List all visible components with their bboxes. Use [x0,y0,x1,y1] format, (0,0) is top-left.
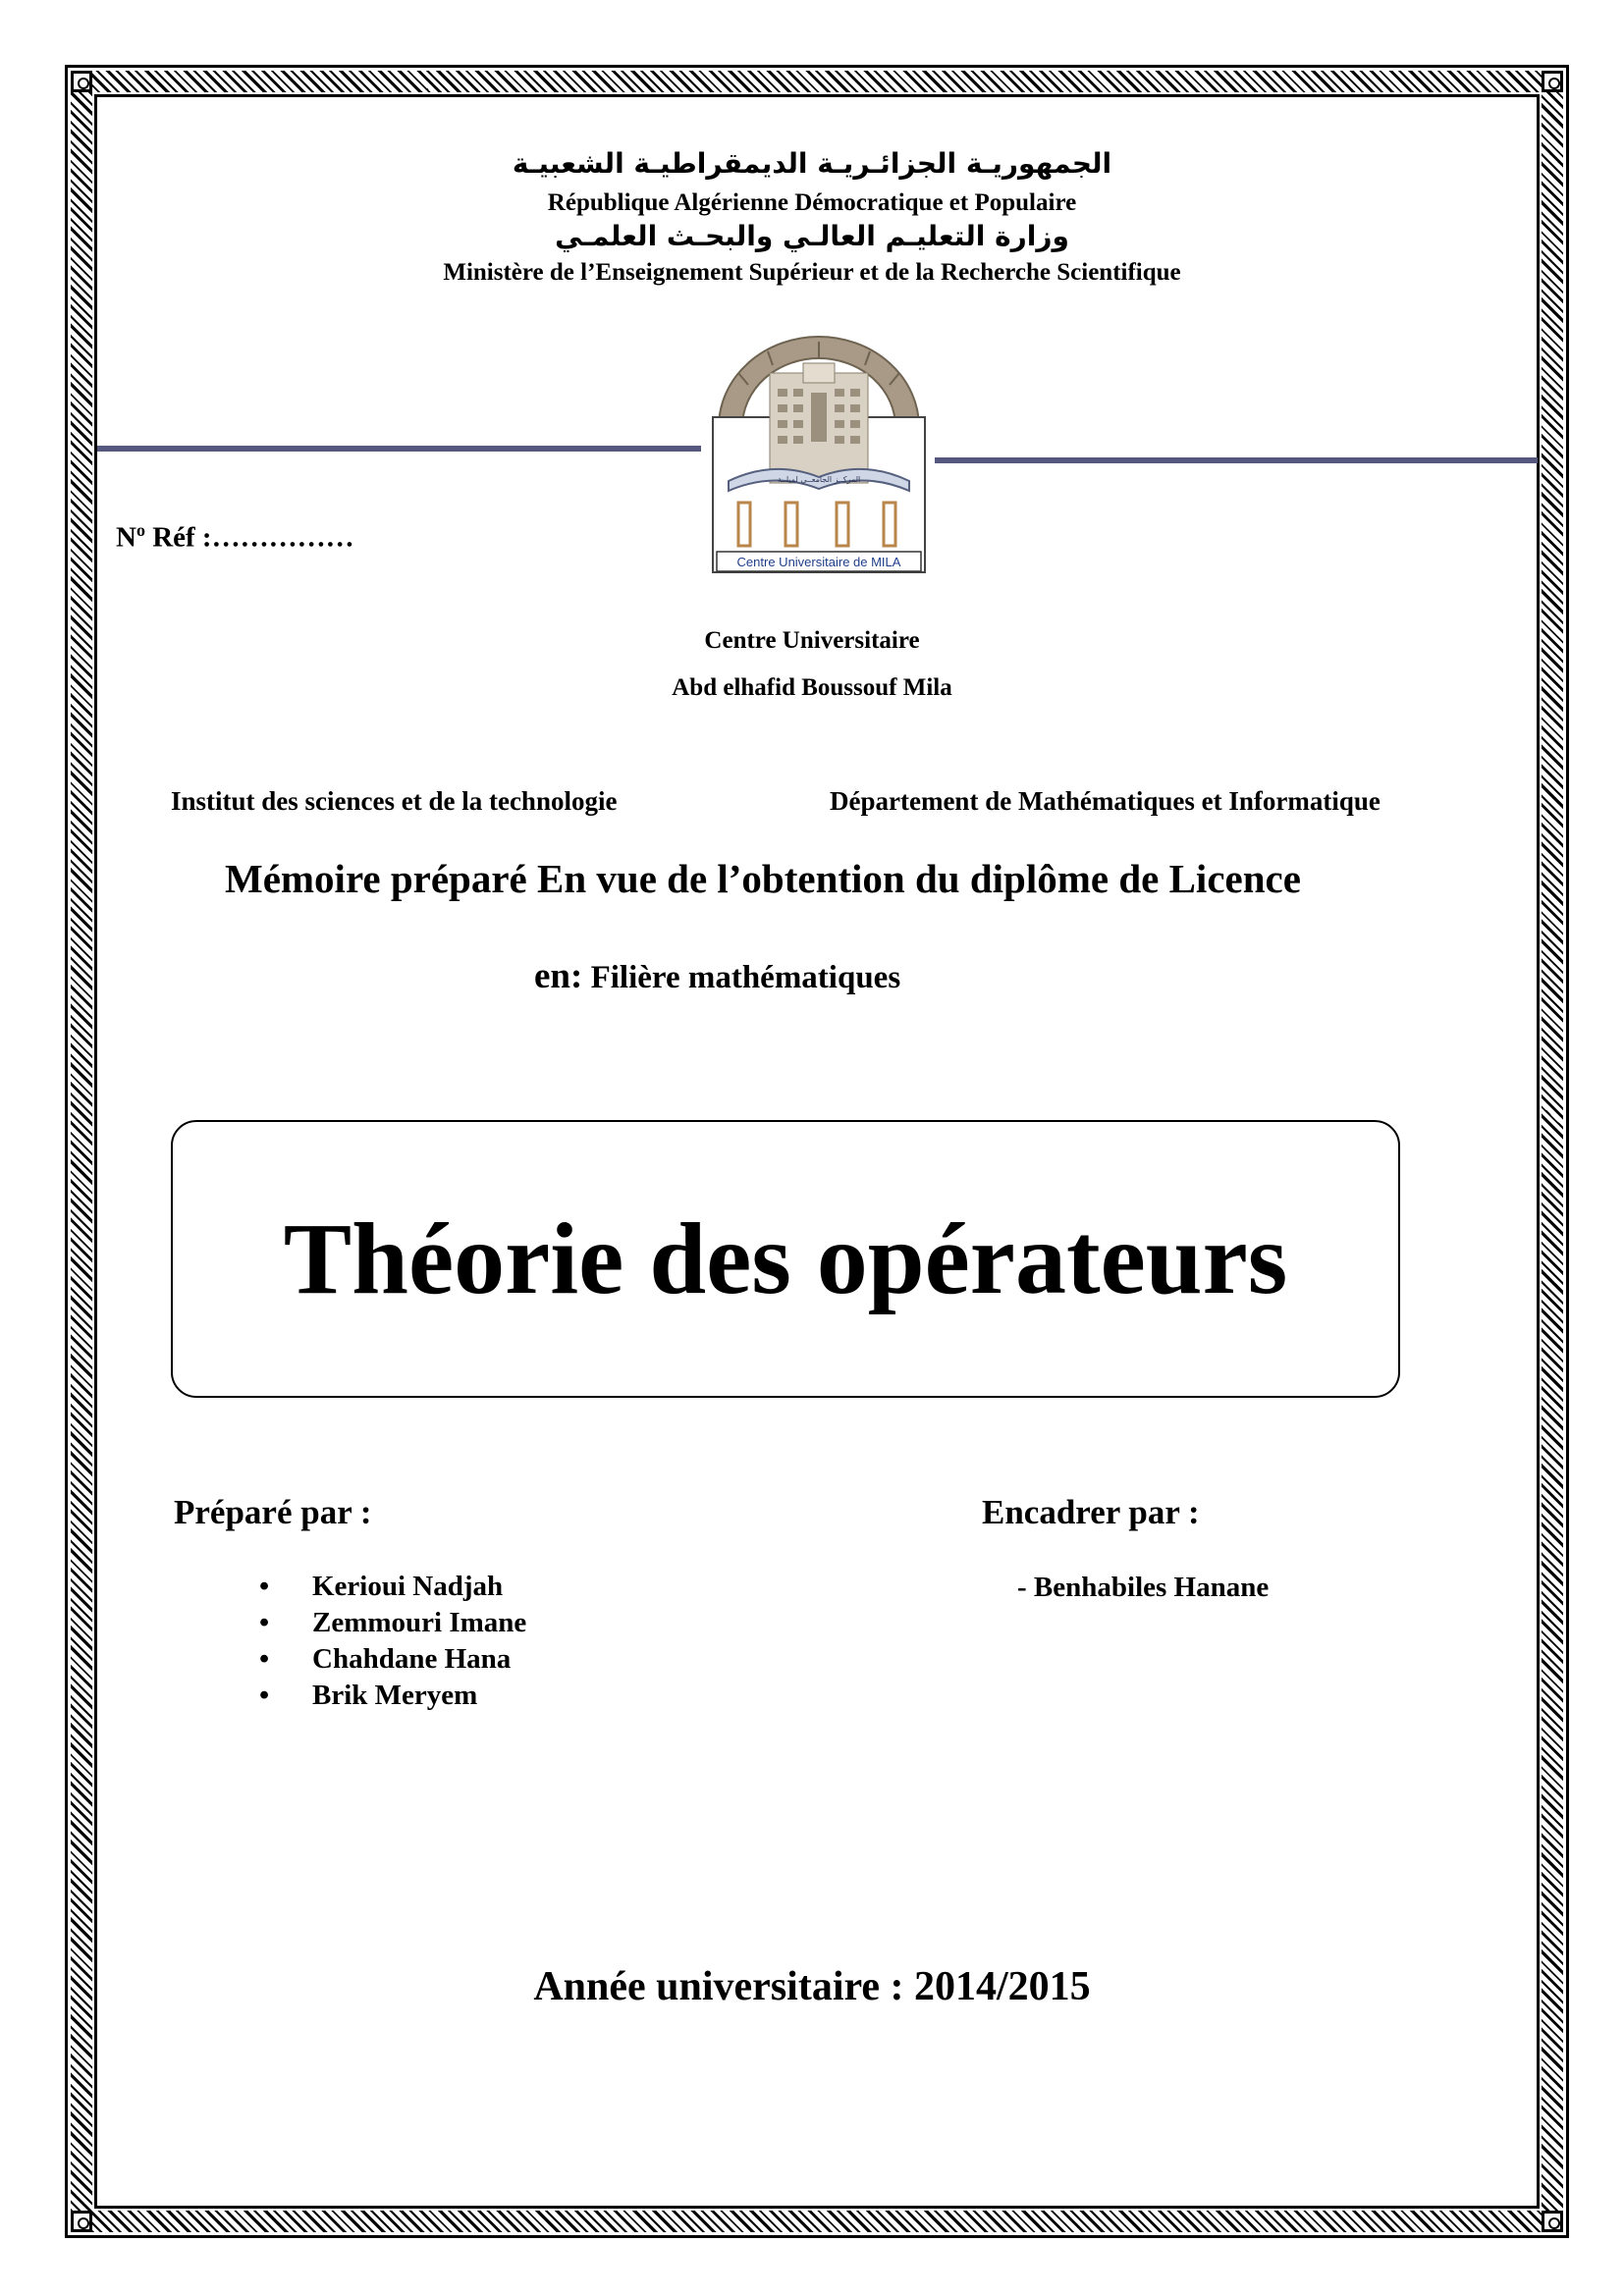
header-french-republic: République Algérienne Démocratique et Populaire [547,189,1077,216]
document-title: Théorie des opérateurs [283,1202,1288,1315]
institution-name: Centre Universitaire [704,627,920,654]
supervised-by-heading: Encadrer par : [982,1493,1200,1531]
logo-caption: Centre Universitaire de MILA [736,555,901,569]
header-rule-left [97,446,701,452]
list-item: • Zemmouri Imane [259,1605,526,1641]
university-logo [709,334,929,577]
institution-location: Abd elhafid Boussouf Mila [672,674,952,701]
header-arabic-ministry: وزارة التعليـم العالـي والبحـث العلمـي [555,220,1069,252]
institute-name: Institut des sciences et de la technologie [171,786,618,816]
frame-corner [1542,2211,1563,2232]
frame-corner [1542,71,1563,92]
department-name: Département de Mathématiques et Informatique [830,786,1380,816]
academic-year: Année universitaire : 2014/2015 [533,1964,1091,2009]
list-item: • Chahdane Hana [259,1641,526,1678]
header-rule-right [935,457,1538,463]
list-item: • Kerioui Nadjah [259,1569,526,1605]
header-french-ministry: Ministère de l’Enseignement Supérieur et de la Recherche Scientifique [443,259,1181,286]
logo-banner: المركــز الجامعــي لميلــة [777,475,861,484]
title-box [171,1120,1400,1398]
memoire-purpose: Mémoire préparé En vue de l’obtention du diplôme de Licence [225,856,1301,901]
reference-number: $N^o$ Réf :…………… [116,520,354,554]
header-arabic-republic: الجمهوريـة الجزائـريـة الديمقراطيـة الشعبيـة [512,147,1112,180]
list-item: • Brik Meryem [259,1678,526,1714]
supervisor-name: - Benhabiles Hanane [1017,1572,1270,1603]
memoire-field: en: Filière mathématiques [534,956,901,996]
prepared-by-heading: Préparé par : [174,1493,372,1531]
students-list [259,1569,526,1714]
frame-corner [71,2211,92,2232]
frame-corner [71,71,92,92]
